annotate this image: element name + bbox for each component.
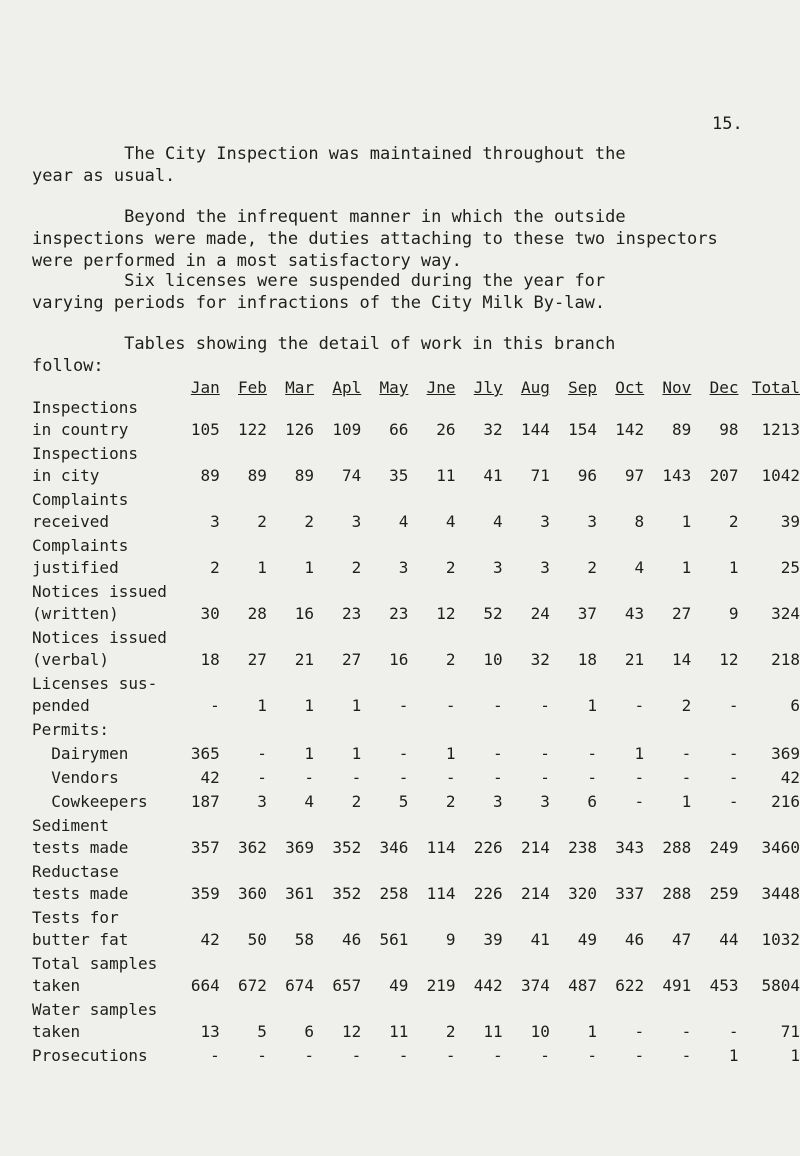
table-cell: 16 bbox=[389, 650, 409, 669]
paragraph-2: Beyond the infrequent manner in which the outside inspections were made, the duties attaching to these two inspectors were performed in a most satisfactory way. bbox=[32, 207, 718, 271]
table-cell: - bbox=[634, 696, 645, 715]
table-cell: 288 bbox=[662, 838, 692, 857]
page-number: 15. bbox=[712, 114, 743, 134]
table-cell: 27 bbox=[672, 604, 692, 623]
table-cell: 2 bbox=[257, 512, 267, 531]
table-cell: 657 bbox=[332, 976, 362, 995]
row-label: Total samples taken bbox=[32, 954, 158, 995]
table-cell: 352 bbox=[332, 838, 362, 857]
table-cell: 18 bbox=[577, 650, 597, 669]
table-cell: - bbox=[587, 768, 597, 787]
table-cell: - bbox=[257, 1046, 267, 1065]
table-cell: 1 bbox=[681, 558, 692, 577]
table-cell: 46 bbox=[624, 930, 645, 949]
table-cell: 2 bbox=[351, 792, 362, 811]
table-cell: 374 bbox=[520, 976, 550, 995]
table-cell bbox=[361, 719, 408, 743]
table-cell: 362 bbox=[238, 838, 267, 857]
table-cell bbox=[167, 719, 220, 743]
table-cell: 126 bbox=[285, 420, 315, 439]
table-cell: 71 bbox=[530, 466, 550, 485]
table-cell: 360 bbox=[238, 884, 267, 903]
table-cell: 6 bbox=[304, 1022, 315, 1041]
table-cell: 5 bbox=[398, 792, 409, 811]
table-cell: 2 bbox=[351, 558, 362, 577]
inspection-statistics-table bbox=[32, 375, 800, 1069]
table-row bbox=[32, 627, 800, 673]
table-cell: 41 bbox=[483, 466, 503, 485]
row-label: Inspections in city bbox=[32, 444, 138, 485]
table-cell: 1 bbox=[351, 696, 362, 715]
table-cell: - bbox=[587, 1046, 597, 1065]
table-cell: 664 bbox=[190, 976, 220, 995]
table-cell: - bbox=[445, 768, 456, 787]
row-label: Dairymen bbox=[32, 744, 129, 763]
paragraph-1: The City Inspection was maintained throughout the year as usual. bbox=[32, 144, 626, 186]
table-cell: 3 bbox=[493, 558, 503, 577]
table-cell: 561 bbox=[379, 930, 409, 949]
column-header: Oct bbox=[615, 378, 645, 397]
table-cell: 105 bbox=[190, 420, 220, 439]
table-cell: 12 bbox=[719, 650, 739, 669]
table-cell: 35 bbox=[389, 466, 409, 485]
paragraph-4: Tables showing the detail of work in this branch follow: bbox=[32, 334, 616, 376]
row-label: Reductase tests made bbox=[32, 862, 129, 903]
table-cell: - bbox=[728, 1022, 739, 1041]
row-label: Notices issued (written) bbox=[32, 582, 167, 623]
table-cell: 49 bbox=[389, 976, 409, 995]
table-cell bbox=[220, 719, 267, 743]
table-cell: 346 bbox=[379, 838, 409, 857]
table-cell: 43 bbox=[624, 604, 645, 623]
table-cell: 143 bbox=[662, 466, 692, 485]
table-row bbox=[32, 907, 800, 953]
table-cell: - bbox=[540, 768, 550, 787]
table-row bbox=[32, 581, 800, 627]
row-label: Inspections in country bbox=[32, 398, 138, 439]
table-cell: 3 bbox=[351, 512, 362, 531]
table-cell: 11 bbox=[389, 1022, 409, 1041]
table-cell: 1 bbox=[587, 696, 597, 715]
table-cell: 44 bbox=[719, 930, 739, 949]
table-cell: 39 bbox=[780, 512, 800, 531]
table-cell: - bbox=[493, 744, 503, 763]
column-header: May bbox=[379, 378, 409, 397]
table-cell: 622 bbox=[615, 976, 645, 995]
table-cell: 1 bbox=[634, 744, 645, 763]
table-cell: 357 bbox=[190, 838, 220, 857]
table-cell bbox=[408, 719, 455, 743]
table-cell: 41 bbox=[530, 930, 550, 949]
table-cell: 1 bbox=[728, 1046, 739, 1065]
table-cell: - bbox=[398, 696, 409, 715]
table-cell: 1 bbox=[728, 558, 739, 577]
table-row bbox=[32, 953, 800, 999]
table-cell: 66 bbox=[389, 420, 409, 439]
row-label: Vendors bbox=[32, 768, 119, 787]
table-cell: 238 bbox=[568, 838, 597, 857]
row-label: Water samples taken bbox=[32, 1000, 158, 1041]
table-cell: 258 bbox=[379, 884, 409, 903]
table-cell: 154 bbox=[568, 420, 597, 439]
table-cell: 47 bbox=[672, 930, 692, 949]
table-cell: 27 bbox=[341, 650, 362, 669]
table-cell: - bbox=[210, 696, 220, 715]
table-cell: 89 bbox=[247, 466, 267, 485]
table-cell: 337 bbox=[615, 884, 645, 903]
table-cell: 3 bbox=[540, 792, 550, 811]
table-cell: 214 bbox=[520, 884, 550, 903]
table-cell: 1042 bbox=[761, 466, 800, 485]
table-cell: 42 bbox=[780, 768, 800, 787]
table-cell: - bbox=[587, 744, 597, 763]
table-cell: 96 bbox=[577, 466, 597, 485]
table-cell: 46 bbox=[341, 930, 362, 949]
table-cell: 23 bbox=[341, 604, 362, 623]
column-header: Sep bbox=[568, 378, 597, 397]
table-cell: 2 bbox=[304, 512, 315, 531]
table-cell: 114 bbox=[426, 838, 456, 857]
table-cell: 21 bbox=[294, 650, 315, 669]
row-label: Prosecutions bbox=[32, 1046, 148, 1065]
table-cell bbox=[503, 719, 550, 743]
table-row bbox=[32, 815, 800, 861]
table-cell: 1 bbox=[445, 744, 456, 763]
table-cell: 42 bbox=[200, 768, 220, 787]
table-cell: 218 bbox=[771, 650, 800, 669]
table-header-row bbox=[32, 375, 800, 397]
table-cell: - bbox=[257, 744, 267, 763]
table-cell: 324 bbox=[771, 604, 800, 623]
table-cell: 2 bbox=[681, 696, 692, 715]
table-cell bbox=[738, 719, 800, 743]
table-cell: 24 bbox=[530, 604, 550, 623]
table-cell: 288 bbox=[662, 884, 692, 903]
table-cell: 8 bbox=[634, 512, 645, 531]
table-cell: 453 bbox=[709, 976, 739, 995]
table-cell: 23 bbox=[389, 604, 409, 623]
table-cell: - bbox=[257, 768, 267, 787]
table-cell: 97 bbox=[624, 466, 645, 485]
table-cell: 39 bbox=[483, 930, 503, 949]
table-row bbox=[32, 999, 800, 1045]
table-cell: 25 bbox=[780, 558, 800, 577]
table-cell: - bbox=[681, 1022, 692, 1041]
table-cell: - bbox=[540, 744, 550, 763]
table-cell bbox=[597, 719, 644, 743]
table-cell: 1 bbox=[304, 696, 315, 715]
column-header: Jan bbox=[190, 378, 220, 397]
table-row bbox=[32, 673, 800, 719]
table-cell: 3460 bbox=[761, 838, 800, 857]
table-cell: - bbox=[681, 1046, 692, 1065]
table-cell: 32 bbox=[530, 650, 550, 669]
table-cell: 207 bbox=[709, 466, 739, 485]
table-row bbox=[32, 861, 800, 907]
row-label: Notices issued (verbal) bbox=[32, 628, 167, 669]
table-cell: 1 bbox=[587, 1022, 597, 1041]
table-cell: 2 bbox=[587, 558, 597, 577]
table-cell: - bbox=[445, 1046, 456, 1065]
table-cell: 26 bbox=[436, 420, 456, 439]
table-cell: 3 bbox=[587, 512, 597, 531]
table-cell: 109 bbox=[332, 420, 362, 439]
table-cell: - bbox=[445, 696, 456, 715]
table-cell: - bbox=[304, 768, 315, 787]
table-cell: - bbox=[681, 768, 692, 787]
table-row bbox=[32, 397, 800, 443]
table-cell: 1 bbox=[257, 558, 267, 577]
table-cell: 1 bbox=[681, 512, 692, 531]
table-cell bbox=[267, 719, 314, 743]
table-cell: - bbox=[634, 1046, 645, 1065]
table-cell: - bbox=[681, 744, 692, 763]
table-cell: 3 bbox=[257, 792, 267, 811]
table-row bbox=[32, 719, 800, 743]
table-cell: 13 bbox=[200, 1022, 220, 1041]
table-cell: 359 bbox=[190, 884, 220, 903]
table-cell: 491 bbox=[662, 976, 692, 995]
table-cell: 2 bbox=[445, 558, 456, 577]
table-cell: 1032 bbox=[761, 930, 800, 949]
table-cell: 2 bbox=[445, 1022, 456, 1041]
table-cell: 12 bbox=[341, 1022, 362, 1041]
table-cell bbox=[456, 719, 503, 743]
table-cell: 71 bbox=[780, 1022, 800, 1041]
table-cell: - bbox=[728, 792, 739, 811]
table-cell: 4 bbox=[445, 512, 456, 531]
paragraph-3: Six licenses were suspended during the year for varying periods for infractions of the City Milk By-law. bbox=[32, 271, 606, 313]
table-cell: 4 bbox=[304, 792, 315, 811]
table-cell: 3448 bbox=[761, 884, 800, 903]
table-cell: 2 bbox=[445, 650, 456, 669]
table-cell: - bbox=[493, 768, 503, 787]
table-cell: - bbox=[493, 696, 503, 715]
header-label-cell bbox=[32, 375, 167, 397]
table-cell: - bbox=[398, 1046, 409, 1065]
table-row bbox=[32, 767, 800, 791]
table-row bbox=[32, 1045, 800, 1069]
table-cell: 369 bbox=[771, 744, 800, 763]
table-cell: 3 bbox=[398, 558, 409, 577]
table-cell: 144 bbox=[520, 420, 550, 439]
table-cell: - bbox=[634, 1022, 645, 1041]
table-cell: 1 bbox=[304, 558, 315, 577]
row-label: Permits: bbox=[32, 720, 110, 739]
table-cell: 4 bbox=[493, 512, 503, 531]
table-row bbox=[32, 791, 800, 815]
table-cell: 369 bbox=[285, 838, 315, 857]
table-cell bbox=[691, 719, 738, 743]
row-label: Complaints justified bbox=[32, 536, 129, 577]
table-cell: 249 bbox=[709, 838, 739, 857]
table-cell: 6 bbox=[587, 792, 597, 811]
table-cell: - bbox=[398, 768, 409, 787]
row-label: Tests for butter fat bbox=[32, 908, 129, 949]
table-cell: 674 bbox=[285, 976, 315, 995]
table-cell: 4 bbox=[398, 512, 409, 531]
table-cell: 14 bbox=[672, 650, 692, 669]
column-header: Aug bbox=[520, 378, 550, 397]
table-cell: 2 bbox=[210, 558, 220, 577]
table-cell: - bbox=[351, 768, 362, 787]
table-cell: 187 bbox=[190, 792, 220, 811]
table-cell: 52 bbox=[483, 604, 503, 623]
table-cell: 1 bbox=[351, 744, 362, 763]
table-cell: - bbox=[540, 696, 550, 715]
table-cell: 89 bbox=[294, 466, 315, 485]
table-cell: 27 bbox=[247, 650, 267, 669]
table-cell: 16 bbox=[294, 604, 315, 623]
table-cell: - bbox=[351, 1046, 362, 1065]
table-cell: 5804 bbox=[761, 976, 800, 995]
table-cell bbox=[644, 719, 691, 743]
row-label: Licenses sus- pended bbox=[32, 674, 158, 715]
table-cell: 214 bbox=[520, 838, 550, 857]
column-header: Jne bbox=[426, 378, 456, 397]
table-body bbox=[32, 397, 800, 1069]
column-header: Total bbox=[751, 378, 800, 397]
table-cell: 226 bbox=[473, 838, 503, 857]
table-cell: 216 bbox=[771, 792, 800, 811]
table-cell: 5 bbox=[257, 1022, 267, 1041]
table-cell: 3 bbox=[540, 558, 550, 577]
table-cell: 6 bbox=[790, 696, 800, 715]
table-cell: 1 bbox=[790, 1046, 800, 1065]
column-header: Feb bbox=[238, 378, 267, 397]
table-cell: 219 bbox=[426, 976, 456, 995]
table-cell: - bbox=[728, 768, 739, 787]
table-cell: 50 bbox=[247, 930, 267, 949]
table-cell: 9 bbox=[445, 930, 456, 949]
table-cell: 1213 bbox=[761, 420, 800, 439]
table-cell: 10 bbox=[483, 650, 503, 669]
table-row bbox=[32, 535, 800, 581]
table-cell: 74 bbox=[341, 466, 362, 485]
column-header: Jly bbox=[473, 378, 503, 397]
table-cell: 21 bbox=[624, 650, 645, 669]
table-cell: 12 bbox=[436, 604, 456, 623]
table-cell: 320 bbox=[568, 884, 597, 903]
table-cell: 3 bbox=[493, 792, 503, 811]
table-cell: 343 bbox=[615, 838, 645, 857]
table-cell bbox=[550, 719, 597, 743]
table-cell: - bbox=[398, 744, 409, 763]
table-cell: 4 bbox=[634, 558, 645, 577]
table-cell: 18 bbox=[200, 650, 220, 669]
table-cell: 98 bbox=[719, 420, 739, 439]
table-cell: 11 bbox=[436, 466, 456, 485]
table-cell: 2 bbox=[728, 512, 739, 531]
table-cell: 89 bbox=[672, 420, 692, 439]
table-cell: 1 bbox=[257, 696, 267, 715]
table-cell: 352 bbox=[332, 884, 362, 903]
table-cell: - bbox=[304, 1046, 315, 1065]
table-cell: - bbox=[728, 696, 739, 715]
table-cell: 361 bbox=[285, 884, 315, 903]
table-row bbox=[32, 489, 800, 535]
table-cell: 3 bbox=[210, 512, 220, 531]
table-cell: 672 bbox=[238, 976, 267, 995]
table-cell: 49 bbox=[577, 930, 597, 949]
table-cell: - bbox=[634, 792, 645, 811]
table-cell: 142 bbox=[615, 420, 645, 439]
table-cell: 58 bbox=[294, 930, 315, 949]
table-cell: 42 bbox=[200, 930, 220, 949]
table-row bbox=[32, 743, 800, 767]
table-cell: 28 bbox=[247, 604, 267, 623]
table-cell: 487 bbox=[568, 976, 597, 995]
table-cell: 365 bbox=[190, 744, 220, 763]
table-cell: 32 bbox=[483, 420, 503, 439]
column-header: Mar bbox=[285, 378, 315, 397]
table-cell: 122 bbox=[238, 420, 267, 439]
table-cell bbox=[314, 719, 361, 743]
table-row bbox=[32, 443, 800, 489]
table-cell: 1 bbox=[304, 744, 315, 763]
table-cell: - bbox=[540, 1046, 550, 1065]
table-cell: - bbox=[210, 1046, 220, 1065]
table-cell: 9 bbox=[728, 604, 739, 623]
column-header: Apl bbox=[332, 378, 362, 397]
row-label: Cowkeepers bbox=[32, 792, 148, 811]
table-cell: 1 bbox=[681, 792, 692, 811]
table-cell: 30 bbox=[200, 604, 220, 623]
table-cell: 11 bbox=[483, 1022, 503, 1041]
table-cell: 442 bbox=[473, 976, 503, 995]
table-cell: 89 bbox=[200, 466, 220, 485]
table-cell: 3 bbox=[540, 512, 550, 531]
column-header: Nov bbox=[662, 378, 692, 397]
table-cell: 114 bbox=[426, 884, 456, 903]
table-cell: 226 bbox=[473, 884, 503, 903]
table-cell: 259 bbox=[709, 884, 739, 903]
table-cell: 37 bbox=[577, 604, 597, 623]
table-cell: 2 bbox=[445, 792, 456, 811]
table-cell: - bbox=[728, 744, 739, 763]
row-label: Sediment tests made bbox=[32, 816, 129, 857]
column-header: Dec bbox=[709, 378, 739, 397]
table-cell: - bbox=[634, 768, 645, 787]
table-cell: - bbox=[493, 1046, 503, 1065]
table-cell: 10 bbox=[530, 1022, 550, 1041]
row-label: Complaints received bbox=[32, 490, 129, 531]
